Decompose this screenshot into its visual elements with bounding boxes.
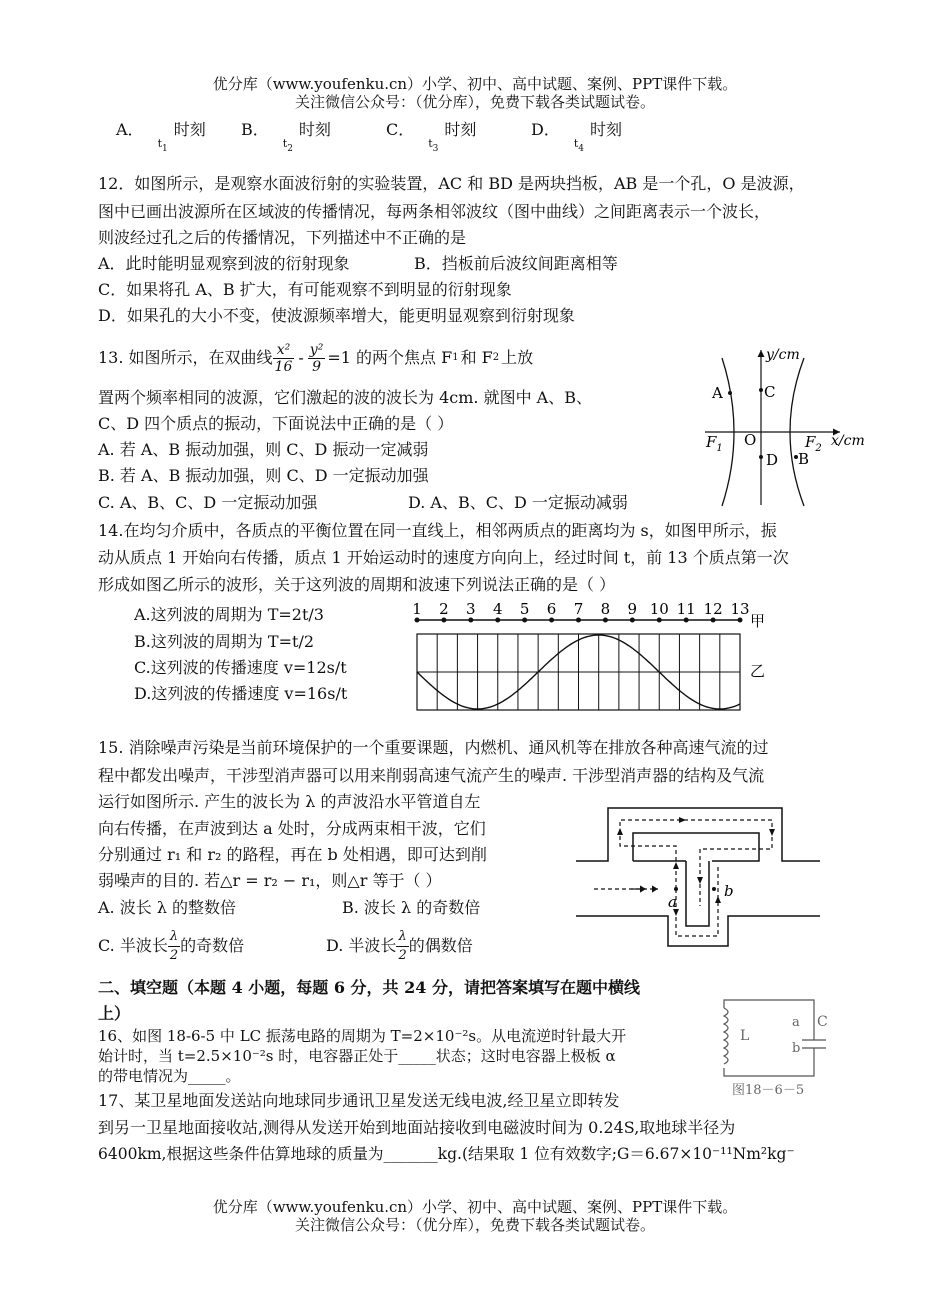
inductor-coil <box>724 1008 728 1064</box>
label-l: L <box>740 1028 750 1044</box>
silencer-figure <box>576 806 822 954</box>
hyperbola-figure <box>700 340 880 510</box>
q13-line-3: C、D 四个质点的振动，下面说法中正确的是（ ） <box>98 414 454 433</box>
origin-label: O <box>744 431 757 449</box>
label-a: A <box>712 384 723 402</box>
q14-line-3: 形成如图乙所示的波形，关于这列波的周期和波速下列说法正确的是（ ） <box>98 575 616 594</box>
particle-label-5: 5 <box>519 600 530 618</box>
particle-dot <box>441 618 446 623</box>
q16-line-3: 的带电情况为_____。 <box>98 1067 241 1085</box>
particle-dot <box>415 618 420 623</box>
figure-caption: 图18－6－5 <box>732 1083 805 1098</box>
q13-line-1: 13. 如图所示，在双曲线 $\frac{\text{x²}}{16}$ - $\frac{\text{y²}}{9}$ =1 的两个焦点 F 1 和 F 2 上放 <box>98 341 534 375</box>
section-2-line-2: 上） <box>98 1004 131 1023</box>
particle-dot <box>630 618 635 623</box>
particle-label-6: 6 <box>546 600 557 618</box>
q15-option-a: A. 波长 λ 的整数倍 <box>98 898 237 917</box>
q12-option-c: C．如果将孔 A、B 扩大，有可能观察不到明显的衍射现象 <box>98 280 512 299</box>
q16-line-1: 16、如图 18-6-5 中 LC 振荡电路的周期为 T=2×10⁻²s。从电流逆时针最大开 <box>98 1027 627 1045</box>
q15-line-5: 分别通过 r₁ 和 r₂ 的路程，再在 b 处相遇，即可达到削 <box>98 845 487 864</box>
q11-option-a: A．$_{t1}$时刻 <box>116 120 206 154</box>
particle-dot <box>711 618 716 623</box>
q14-line-1: 14.在均匀介质中，各质点的平衡位置在同一直线上，相邻两质点的距离均为 s，如图甲所示，振 <box>98 521 777 540</box>
q12-line-2: 图中已画出波源所在区域波的传播情况，每两条相邻波纹（图中曲线）之间距离表示一个波长， <box>98 202 771 221</box>
particle-label-8: 8 <box>600 600 611 618</box>
particle-dot <box>603 618 608 623</box>
footer-line-2: 关注微信公众号：（优分库），免费下载各类试题试卷。 <box>294 1216 655 1234</box>
q15-line-2: 程中都发出噪声，干涉型消声器可以用来削弱高速气流产生的噪声. 干涉型消声器的结构及气流 <box>98 766 765 785</box>
q12-line-1: 12．如图所示，是观察水面波衍射的实验装置，AC 和 BD 是两块挡板，AB 是一个孔，O 是波源， <box>98 174 805 193</box>
particle-label-7: 7 <box>573 600 584 618</box>
particle-label-10: 10 <box>649 600 669 618</box>
q15-line-6: 弱噪声的目的. 若△r = r₂ − r₁，则△r 等于（ ） <box>98 871 442 890</box>
label-plate-b: b <box>792 1041 801 1056</box>
f2-label: $F_2$ <box>805 433 822 454</box>
q12-option-d: D．如果孔的大小不变，使波源频率增大，能更明显观察到衍射现象 <box>98 306 575 325</box>
particle-label-11: 11 <box>676 600 696 618</box>
q13-option-b: B. 若 A、B 振动加强，则 C、D 一定振动加强 <box>98 466 429 485</box>
q13-option-a: A. 若 A、B 振动加强，则 C、D 振动一定减弱 <box>98 440 429 459</box>
q13-line-2: 置两个频率相同的波源，它们激起的波的波长为 4cm. 就图中 A、B、 <box>98 388 592 407</box>
label-yi: 乙 <box>750 662 766 680</box>
wave-figure <box>410 596 780 718</box>
q13-option-c: C. A、B、C、D 一定振动加强 <box>98 493 318 512</box>
q14-option-a: A.这列波的周期为 T=2t/3 <box>134 605 324 624</box>
q15-line-1: 15. 消除噪声污染是当前环境保护的一个重要课题，内燃机、通风机等在排放各种高速气流的过 <box>98 738 769 757</box>
q14-line-2: 动从质点 1 开始向右传播，质点 1 开始运动时的速度方向向上，经过时间 t，前 13 个质点第一次 <box>98 548 789 567</box>
q15-option-b: B. 波长 λ 的奇数倍 <box>342 898 481 917</box>
label-jia: 甲 <box>750 612 766 630</box>
q15-line-4: 向右传播，在声波到达 a 处时，分成两束相干波，它们 <box>98 819 486 838</box>
particle-label-4: 4 <box>492 600 503 618</box>
q14-option-b: B.这列波的周期为 T=t/2 <box>134 632 315 651</box>
label-d: D <box>766 451 779 469</box>
particle-dot <box>522 618 527 623</box>
label-b: B <box>798 450 810 468</box>
particle-dot <box>549 618 554 623</box>
particle-label-13: 13 <box>730 600 750 618</box>
particle-dot <box>684 618 689 623</box>
f1-label: $F_1$ <box>706 433 723 454</box>
q17-line-2: 到另一卫星地面接收站,测得从发送开始到地面站接收到电磁波时间为 0.24S,取地球半径为 <box>98 1118 736 1137</box>
q12-line-3: 则波经过孔之后的传播情况，下列描述中不正确的是 <box>98 228 467 247</box>
q14-option-c: C.这列波的传播速度 v=12s/t <box>134 658 347 677</box>
header-line-2: 关注微信公众号：（优分库），免费下载各类试题试卷。 <box>294 93 655 111</box>
q16-line-2: 始计时，当 t=2.5×10⁻²s 时，电容器正处于_____状态；这时电容器上极板 α <box>98 1047 616 1065</box>
label-plate-a: a <box>792 1015 800 1030</box>
q11-option-b: B．$_{t2}$时刻 <box>241 120 331 154</box>
header-line-1: 优分库（www.youfenku.cn）小学、初中、高中试题、案例、PPT课件下载。 <box>212 75 738 93</box>
particle-dot <box>576 618 581 623</box>
particle-dot <box>738 618 743 623</box>
q11-option-d: D．$_{t4}$时刻 <box>531 120 623 154</box>
point-a <box>728 391 732 395</box>
sound-paths <box>594 820 772 936</box>
q11-option-c: C．$_{t3}$时刻 <box>386 120 477 154</box>
q12-option-b: B．挡板前后波纹间距离相等 <box>414 254 618 273</box>
particle-label-1: 1 <box>412 600 422 618</box>
point-c <box>759 388 763 392</box>
q13-option-d: D. A、B、C、D 一定振动减弱 <box>408 493 628 512</box>
footer-line-1: 优分库（www.youfenku.cn）小学、初中、高中试题、案例、PPT课件下载。 <box>212 1198 738 1216</box>
particle-label-3: 3 <box>466 600 476 618</box>
label-c: C <box>764 383 776 401</box>
q15-option-c: C. 半波长 $\frac{\lambda}{2}$ 的奇数倍 <box>98 928 245 963</box>
label-c: C <box>817 1014 828 1030</box>
particle-dot <box>495 618 500 623</box>
q13-fraction-y: $\frac{\text{y²}}{9}$ <box>309 341 324 375</box>
particle-label-2: 2 <box>439 600 449 618</box>
q17-line-3: 6400km,根据这些条件估算地球的质量为_______kg.(结果取 1 位有效数字;G＝6.67×10⁻¹¹Nm²kg⁻ <box>98 1145 795 1163</box>
x-axis-label: x/cm <box>831 433 865 449</box>
q17-line-1: 17、某卫星地面发送站向地球同步通讯卫星发送无线电波,经卫星立即转发 <box>98 1091 620 1110</box>
particle-dot <box>468 618 473 623</box>
lc-circuit-figure <box>712 990 842 1102</box>
q15-option-d: D. 半波长 $\frac{\lambda}{2}$ 的偶数倍 <box>326 928 473 963</box>
label-a: a <box>668 893 677 911</box>
q12-option-a: A．此时能明显观察到波的衍射现象 <box>98 254 350 273</box>
q13-fraction-x: $\frac{\text{x²}}{16}$ <box>274 341 293 375</box>
q14-option-d: D.这列波的传播速度 v=16s/t <box>134 684 348 703</box>
particle-label-12: 12 <box>703 600 723 618</box>
particle-dot <box>657 618 662 623</box>
point-d <box>759 455 763 459</box>
section-2-line-1: 二、填空题（本题 4 小题，每题 6 分，共 24 分，请把答案填写在题中横线 <box>98 978 640 997</box>
label-b: b <box>724 882 734 900</box>
q15-line-3: 运行如图所示. 产生的波长为 λ 的声波沿水平管道自左 <box>98 792 481 811</box>
y-axis-label: y/cm <box>766 347 800 363</box>
particle-label-9: 9 <box>627 600 638 618</box>
